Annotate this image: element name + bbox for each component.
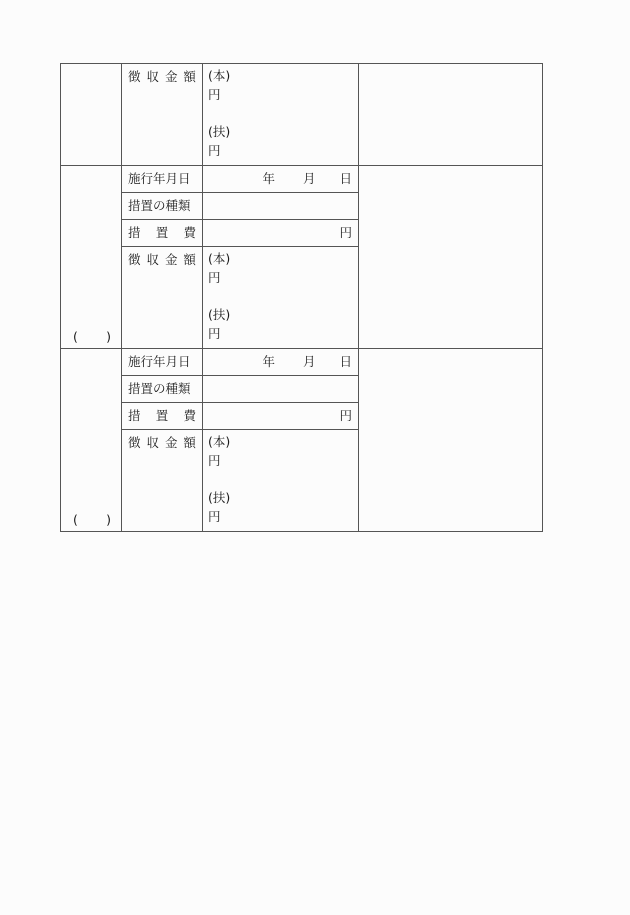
block3-cost-value-cell[interactable] bbox=[203, 403, 359, 430]
month-unit: 月 bbox=[302, 354, 316, 369]
block1-collection-row bbox=[61, 64, 543, 166]
collection-amount-label: 徴 収 金 額 bbox=[128, 252, 197, 267]
measure-cost-label: 措 置 費 bbox=[128, 225, 196, 240]
enforcement-date-label: 施行年月日 bbox=[128, 354, 191, 369]
measure-cost-label: 措 置 費 bbox=[128, 408, 196, 423]
measure-type-label: 措置の種類 bbox=[128, 198, 191, 213]
fu-label: (扶) bbox=[208, 490, 231, 505]
block3-remarks-cell[interactable] bbox=[359, 349, 543, 532]
block3-type-value-cell[interactable] bbox=[203, 376, 359, 403]
year-unit: 年 bbox=[262, 354, 275, 369]
block1-collection-label-cell bbox=[122, 64, 203, 166]
fu-label: (扶) bbox=[208, 307, 231, 322]
block3-date-row bbox=[61, 349, 543, 376]
block3-date-label-cell bbox=[122, 349, 203, 376]
hon-yen: 円 bbox=[208, 270, 221, 285]
collection-amount-label: 徴 収 金 額 bbox=[128, 69, 197, 84]
fu-yen: 円 bbox=[208, 509, 221, 524]
block3-date-value-cell[interactable] bbox=[203, 349, 359, 376]
block2-number-cell[interactable] bbox=[61, 166, 122, 349]
hon-label: (本) bbox=[208, 251, 231, 266]
year-unit: 年 bbox=[262, 171, 275, 186]
block2-collection-value-cell[interactable] bbox=[203, 247, 359, 349]
block1-number-cell bbox=[61, 64, 122, 166]
month-unit: 月 bbox=[302, 171, 316, 186]
block3-paren: ( ) bbox=[73, 512, 111, 527]
cost-yen: 円 bbox=[339, 408, 352, 423]
block2-remarks-cell[interactable] bbox=[359, 166, 543, 349]
enforcement-date-label: 施行年月日 bbox=[128, 171, 191, 186]
collection-amount-label: 徴 収 金 額 bbox=[128, 435, 197, 450]
block1-collection-value-cell[interactable] bbox=[203, 64, 359, 166]
block2-date-row bbox=[61, 166, 543, 193]
hon-yen: 円 bbox=[208, 87, 221, 102]
measure-type-label: 措置の種類 bbox=[128, 381, 191, 396]
measure-record-table bbox=[60, 63, 543, 532]
day-unit: 日 bbox=[339, 171, 352, 186]
day-unit: 日 bbox=[339, 354, 352, 369]
block2-cost-label-cell bbox=[122, 220, 203, 247]
block3-cost-label-cell bbox=[122, 403, 203, 430]
hon-label: (本) bbox=[208, 434, 231, 449]
block2-cost-value-cell[interactable] bbox=[203, 220, 359, 247]
block3-number-cell[interactable] bbox=[61, 349, 122, 532]
block2-collection-label-cell bbox=[122, 247, 203, 349]
block2-date-value-cell[interactable] bbox=[203, 166, 359, 193]
block2-type-label-cell bbox=[122, 193, 203, 220]
block2-type-value-cell[interactable] bbox=[203, 193, 359, 220]
fu-yen: 円 bbox=[208, 326, 221, 341]
block2-date-label-cell bbox=[122, 166, 203, 193]
block3-type-label-cell bbox=[122, 376, 203, 403]
block3-collection-label-cell bbox=[122, 430, 203, 532]
cost-yen: 円 bbox=[339, 225, 352, 240]
hon-label: (本) bbox=[208, 68, 231, 83]
block2-paren: ( ) bbox=[73, 329, 111, 344]
block1-remarks-cell[interactable] bbox=[359, 64, 543, 166]
fu-label: (扶) bbox=[208, 124, 231, 139]
block3-collection-value-cell[interactable] bbox=[203, 430, 359, 532]
fu-yen: 円 bbox=[208, 143, 221, 158]
hon-yen: 円 bbox=[208, 453, 221, 468]
